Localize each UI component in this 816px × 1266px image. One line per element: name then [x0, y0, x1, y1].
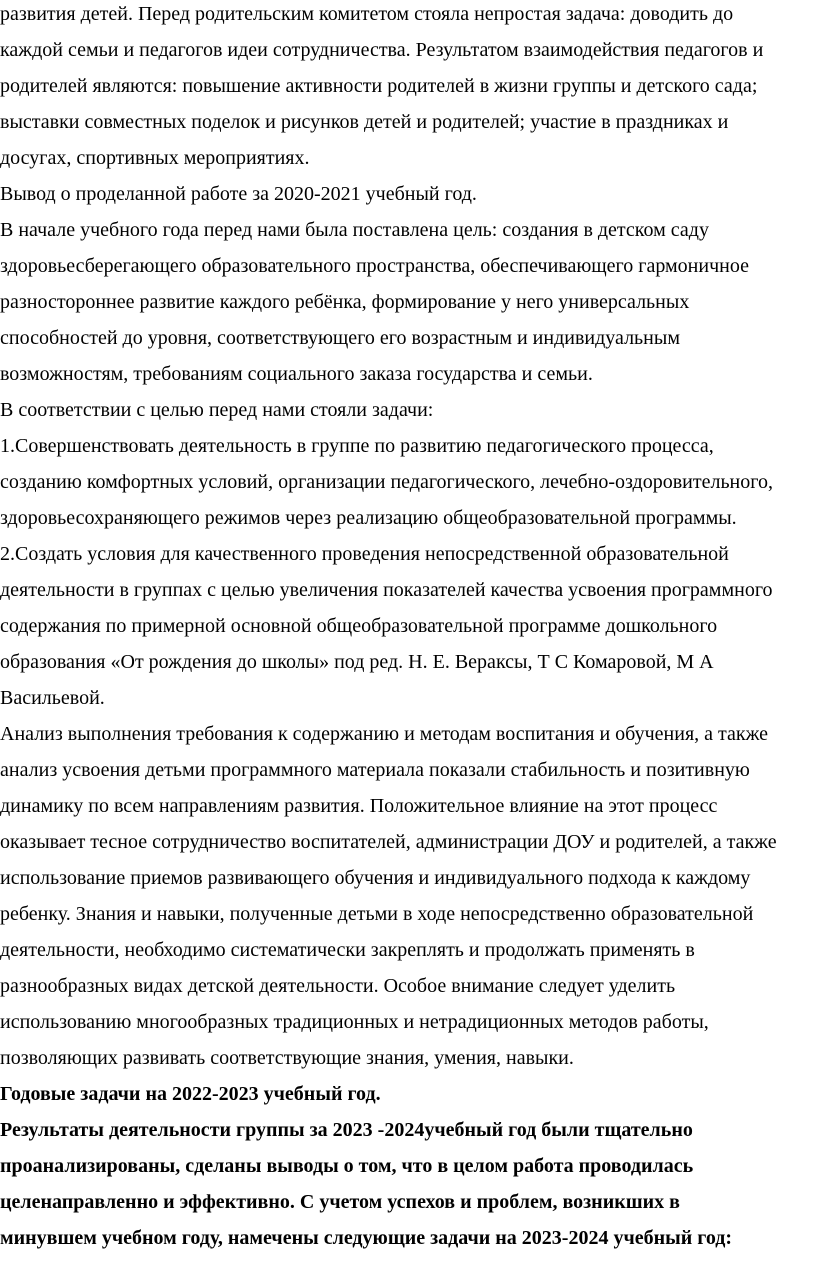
- text-line: ребенку. Знания и навыки, полученные детьми в ходе непосредственно образовательной: [0, 903, 754, 925]
- text-line: содержания по примерной основной общеобразовательной программе дошкольного: [0, 615, 718, 637]
- text-line: деятельности в группах с целью увеличения показателей качества усвоения программного: [0, 579, 773, 601]
- text-line: позволяющих развивать соответствующие знания, умения, навыки.: [0, 1047, 574, 1069]
- bold-heading: Годовые задачи на 2022-2023 учебный год.: [0, 1083, 381, 1105]
- text-line: развития детей. Перед родительским комитетом стояла непростая задача: доводить до: [0, 3, 734, 25]
- text-line: способностей до уровня, соответствующего его возрастным и индивидуальным: [0, 327, 680, 349]
- text-line: каждой семьи и педагогов идеи сотрудничества. Результатом взаимодействия педагогов и: [0, 39, 764, 61]
- text-line: деятельности, необходимо систематически закреплять и продолжать применять в: [0, 939, 695, 961]
- text-line: родителей являются: повышение активности родителей в жизни группы и детского сада;: [0, 75, 758, 97]
- text-line: анализ усвоения детьми программного материала показали стабильность и позитивную: [0, 759, 750, 781]
- section-heading: Вывод о проделанной работе за 2020-2021 учебный год.: [0, 183, 477, 205]
- text-line: В начале учебного года перед нами была поставлена цель: создания в детском саду: [0, 219, 709, 241]
- text-line: досугах, спортивных мероприятиях.: [0, 147, 310, 169]
- bold-text-line: проанализированы, сделаны выводы о том, что в целом работа проводилась: [0, 1155, 694, 1177]
- text-line: В соответствии с целью перед нами стояли задачи:: [0, 399, 434, 421]
- text-line: образования «От рождения до школы» под ред. Н. Е. Вераксы, Т С Комаровой, М А: [0, 651, 714, 673]
- text-line: выставки совместных поделок и рисунков детей и родителей; участие в праздниках и: [0, 111, 729, 133]
- text-line: разнообразных видах детской деятельности. Особое внимание следует уделить: [0, 975, 676, 997]
- text-line: Анализ выполнения требования к содержанию и методам воспитания и обучения, а также: [0, 723, 769, 745]
- text-line: Васильевой.: [0, 687, 105, 709]
- list-item: 1.Совершенствовать деятельность в группе по развитию педагогического процесса,: [0, 435, 714, 457]
- text-line: использование приемов развивающего обучения и индивидуального подхода к каждому: [0, 867, 751, 889]
- text-line: использованию многообразных традиционных и нетрадиционных методов работы,: [0, 1011, 709, 1033]
- text-line: возможностям, требованиям социального заказа государства и семьи.: [0, 363, 593, 385]
- text-line: динамику по всем направлениям развития. Положительное влияние на этот процесс: [0, 795, 718, 817]
- text-line: разностороннее развитие каждого ребёнка, формирование у него универсальных: [0, 291, 690, 313]
- bold-text-line: минувшем учебном году, намечены следующие задачи на 2023-2024 учебный год:: [0, 1227, 733, 1249]
- text-line: здоровьесберегающего образовательного пространства, обеспечивающего гармоничное: [0, 255, 749, 277]
- list-item: 2.Создать условия для качественного проведения непосредственной образовательной: [0, 543, 729, 565]
- text-line: созданию комфортных условий, организации педагогического, лечебно-оздоровительного,: [0, 471, 773, 493]
- text-line: здоровьесохраняющего режимов через реализацию общеобразовательной программы.: [0, 507, 737, 529]
- bold-text-line: целенаправленно и эффективно. С учетом успехов и проблем, возникших в: [0, 1191, 680, 1213]
- text-line: оказывает тесное сотрудничество воспитателей, администрации ДОУ и родителей, а также: [0, 831, 777, 853]
- bold-text-line: Результаты деятельности группы за 2023 -2024учебный год были тщательно: [0, 1119, 693, 1141]
